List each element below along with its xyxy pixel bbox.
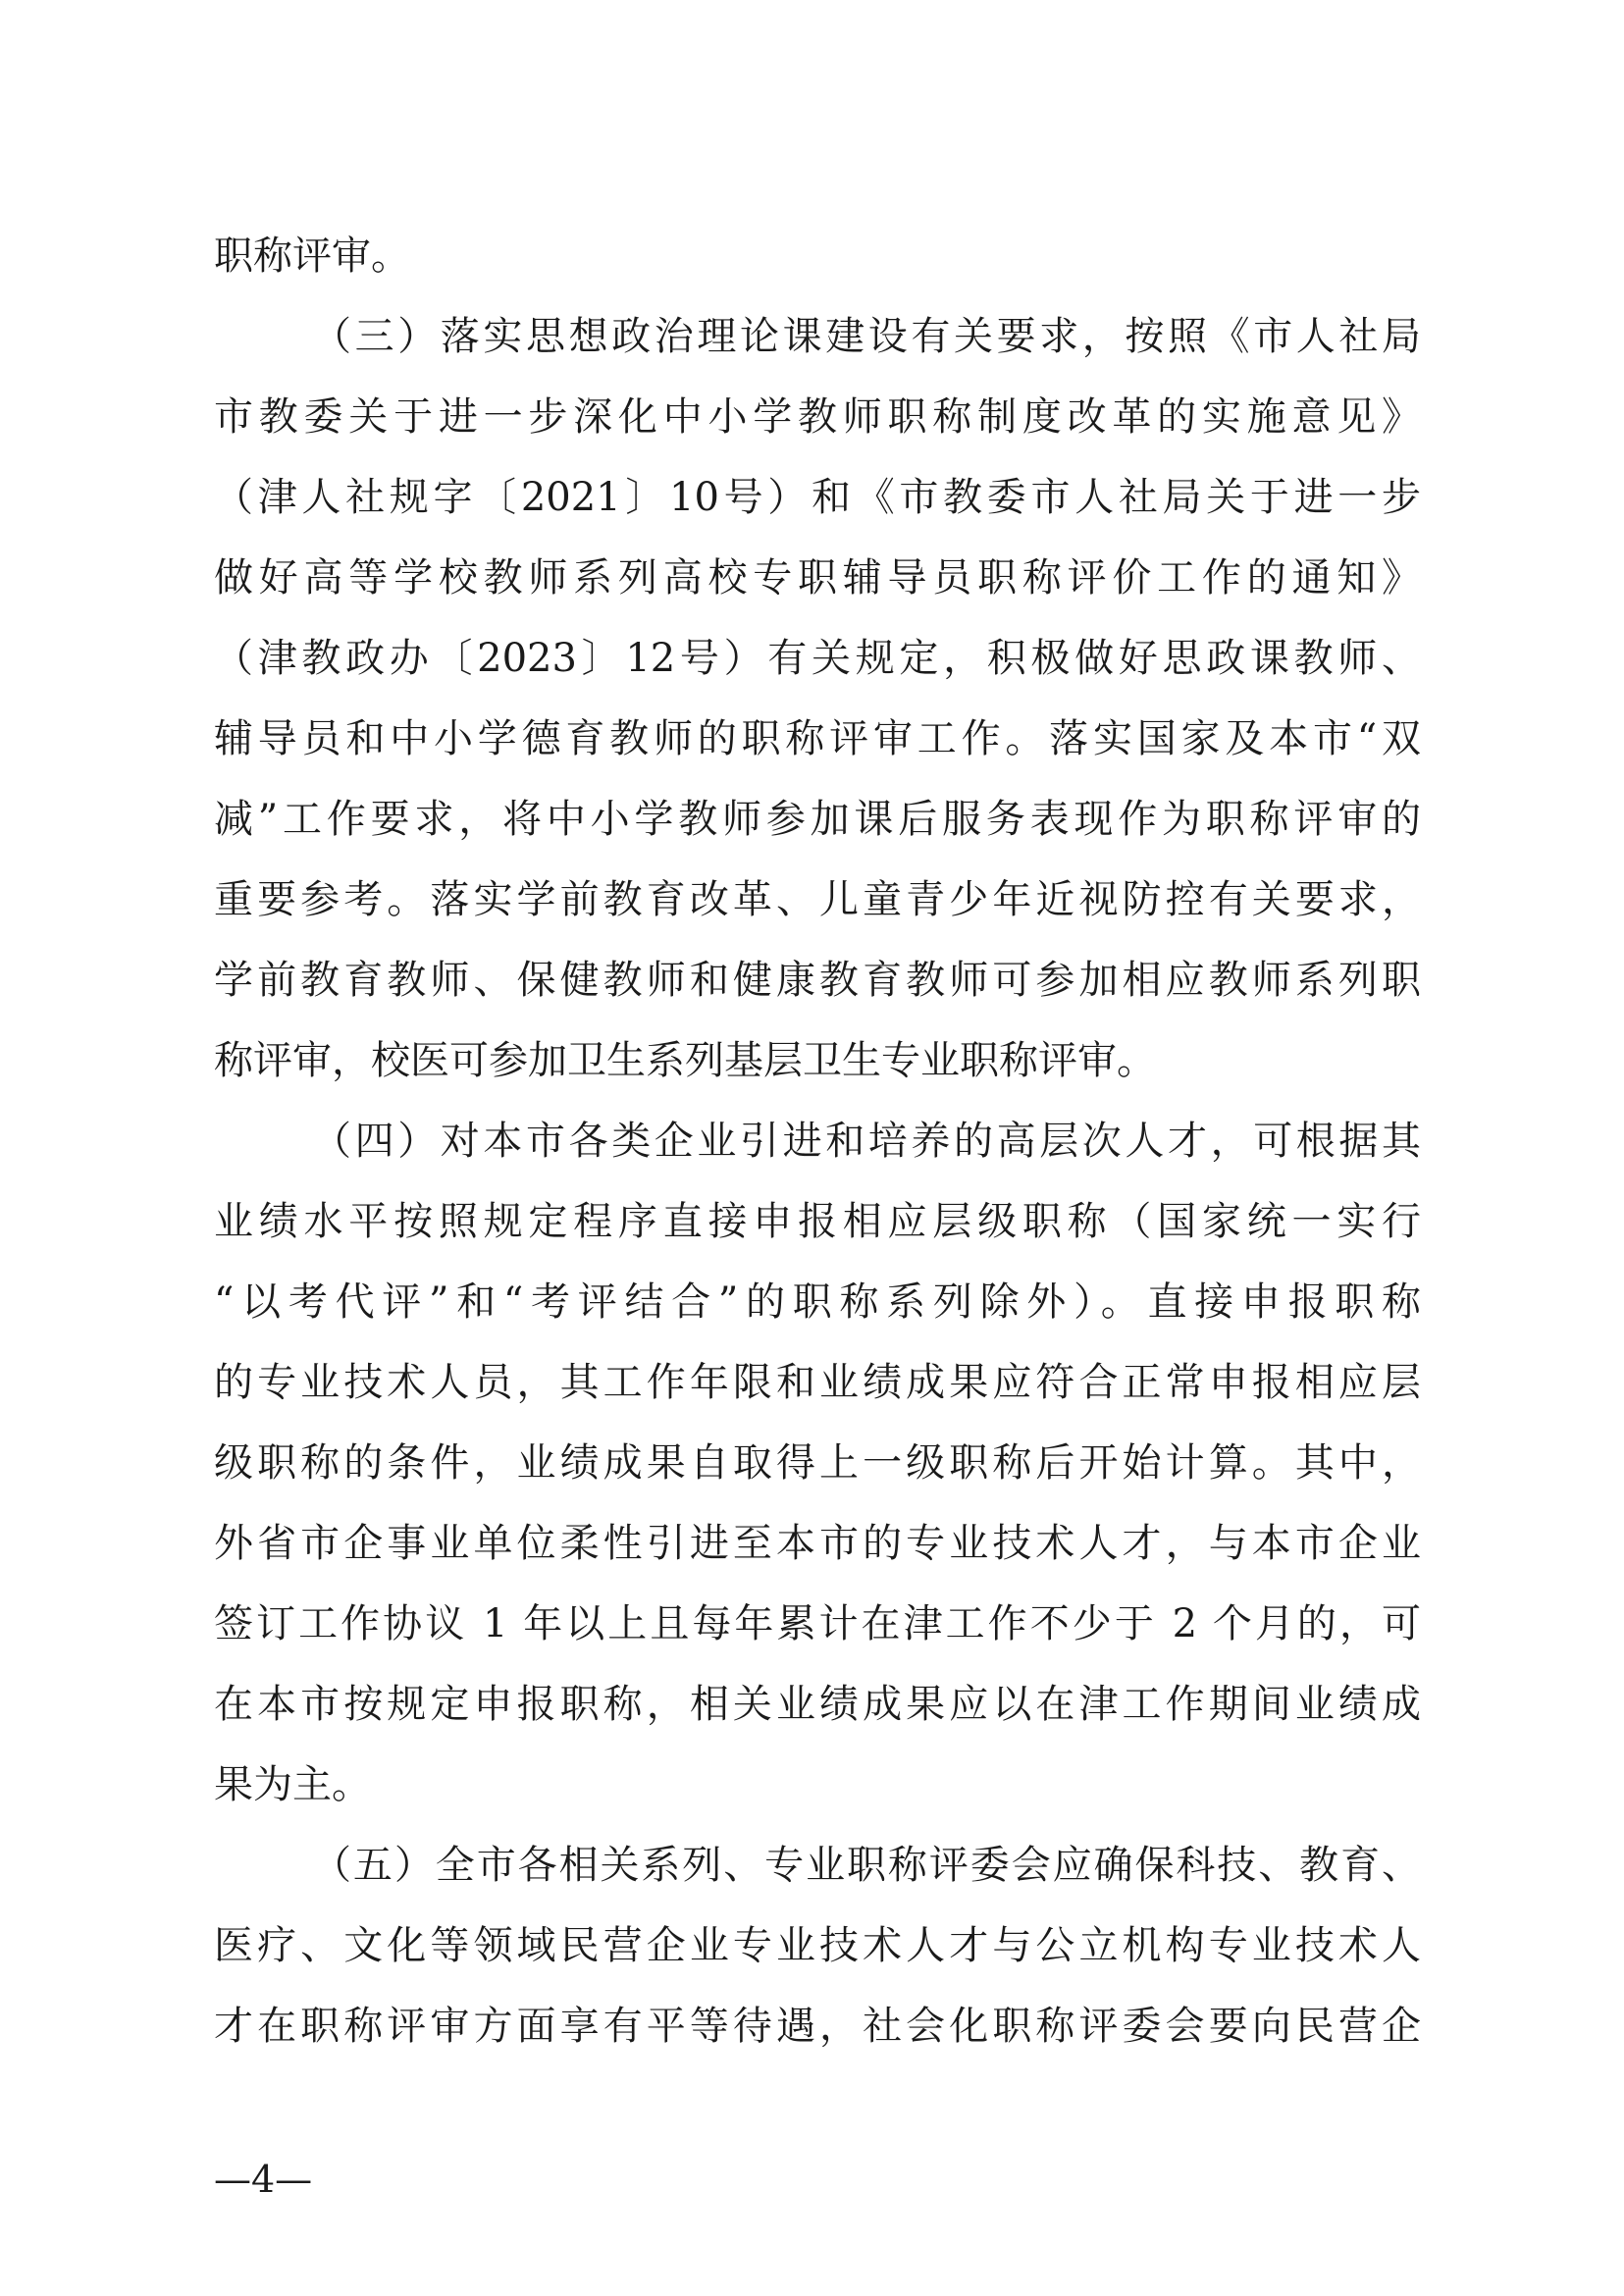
text-line: 医疗、文化等领域民营企业专业技术人才与公立机构专业技术人 <box>214 1923 1421 1968</box>
text-line: 重要参考。落实学前教育改革、儿童青少年近视防控有关要求， <box>214 877 1421 922</box>
text-line: 业绩水平按照规定程序直接申报相应层级职称（国家统一实行 <box>214 1199 1421 1244</box>
page-number: —4— <box>214 2158 313 2201</box>
text-line: 才在职称评审方面享有平等待遇，社会化职称评委会要向民营企 <box>214 2004 1421 2049</box>
text-line: 做好高等学校教师系列高校专职辅导员职称评价工作的通知》 <box>214 555 1421 600</box>
text-line: （津教政办〔2023〕12号）有关规定，积极做好思政课教师、 <box>214 636 1421 681</box>
text-line: “以考代评”和“考评结合”的职称系列除外）。直接申报职称 <box>214 1279 1421 1325</box>
text-line: 签订工作协议 1 年以上且每年累计在津工作不少于 2 个月的，可 <box>214 1601 1421 1646</box>
text-line: 级职称的条件，业绩成果自取得上一级职称后开始计算。其中， <box>214 1440 1421 1486</box>
text-line: 外省市企事业单位柔性引进至本市的专业技术人才，与本市企业 <box>214 1521 1421 1566</box>
text-line: 学前教育教师、保健教师和健康教育教师可参加相应教师系列职 <box>214 958 1421 1003</box>
text-line: （四）对本市各类企业引进和培养的高层次人才，可根据其 <box>312 1119 1421 1164</box>
text-line: 市教委关于进一步深化中小学教师职称制度改革的实施意见》 <box>214 394 1421 440</box>
text-line: （五）全市各相关系列、专业职称评委会应确保科技、教育、 <box>312 1843 1421 1888</box>
text-line: 减”工作要求，将中小学教师参加课后服务表现作为职称评审的 <box>214 797 1421 842</box>
text-line: 的专业技术人员，其工作年限和业绩成果应符合正常申报相应层 <box>214 1360 1421 1405</box>
text-line: （津人社规字〔2021〕10号）和《市教委市人社局关于进一步 <box>214 475 1421 520</box>
text-line: 果为主。 <box>214 1762 371 1807</box>
text-line: 辅导员和中小学德育教师的职称评审工作。落实国家及本市“双 <box>214 716 1421 761</box>
text-line: （三）落实思想政治理论课建设有关要求，按照《市人社局 <box>312 314 1421 359</box>
text-line: 称评审，校医可参加卫生系列基层卫生专业职称评审。 <box>214 1038 1156 1083</box>
text-line: 职称评审。 <box>214 234 410 279</box>
text-line: 在本市按规定申报职称，相关业绩成果应以在津工作期间业绩成 <box>214 1682 1421 1727</box>
